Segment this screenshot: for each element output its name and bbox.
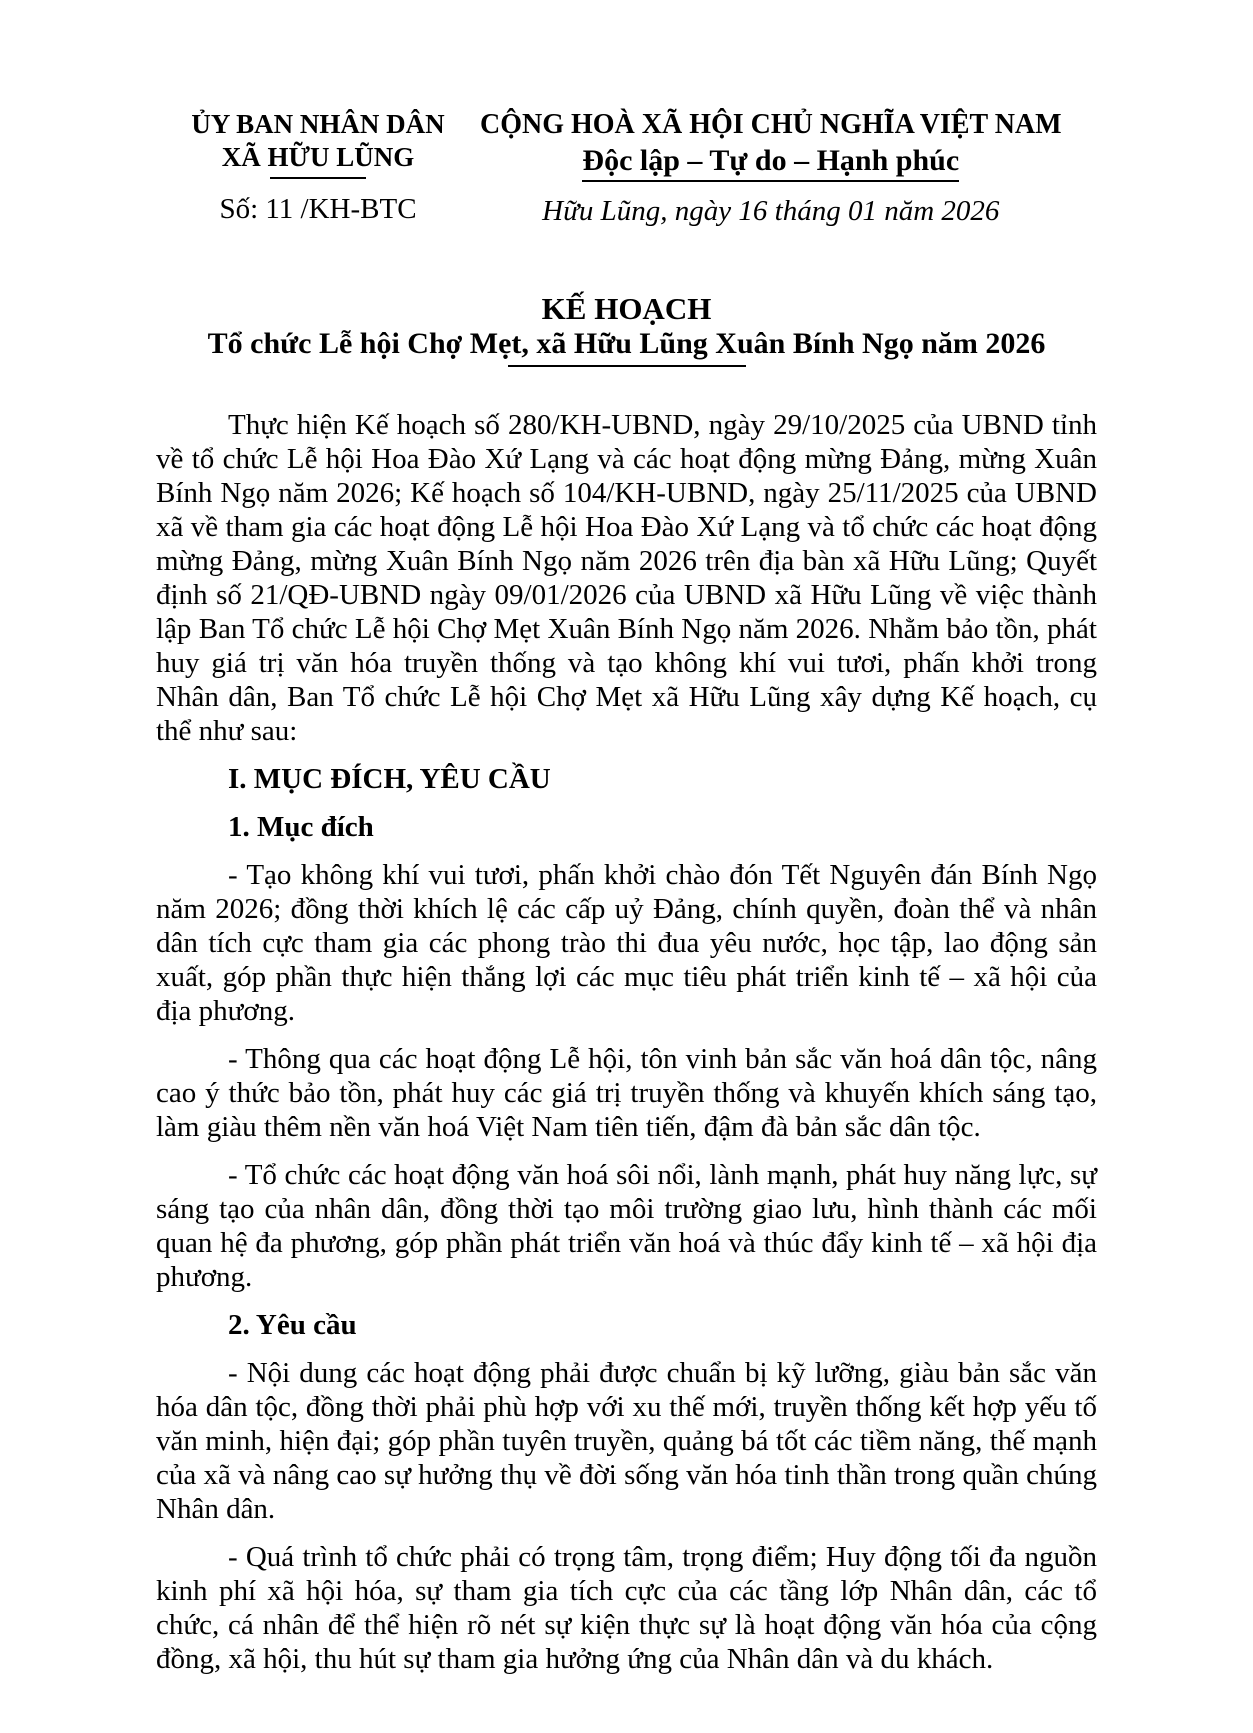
subsection-heading-purpose: 1. Mục đích xyxy=(228,811,374,843)
issuer-block xyxy=(156,108,480,228)
place-and-date: Hữu Lũng, ngày 16 tháng 01 năm 2026 xyxy=(542,195,1000,227)
national-motto: Độc lập – Tự do – Hạnh phúc xyxy=(582,144,959,182)
issuer-underline xyxy=(270,177,366,179)
purpose-paragraph-2: - Thông qua các hoạt động Lễ hội, tôn vinh bản sắc văn hoá dân tộc, nâng cao ý thức bảo tồn, phát huy các giá trị truyền thống và khuyến khích sáng tạo, làm giàu thêm nền văn hoá Việt Nam tiên tiến, đậm đà bản sắc dân tộc. xyxy=(156,1043,1097,1143)
purpose-paragraph-3: - Tổ chức các hoạt động văn hoá sôi nổi, lành mạnh, phát huy năng lực, sự sáng tạo của nhân dân, đồng thời tạo môi trường giao lưu, hình thành các mối quan hệ đa phương, góp phần phát triển văn hoá và thúc đẩy kinh tế – xã hội địa phương. xyxy=(156,1159,1097,1293)
issuer-unit-name: XÃ HỮU LŨNG xyxy=(221,142,415,172)
document-number: Số: 11 /KH-BTC xyxy=(219,193,417,225)
issuer-name: ỦY BAN NHÂN DÂN xyxy=(191,109,445,139)
subsection-heading-requirements: 2. Yêu cầu xyxy=(228,1309,357,1341)
document-title-block xyxy=(0,292,1253,367)
national-header-block xyxy=(480,108,1158,228)
title-underline xyxy=(508,365,746,367)
national-motto-wrap xyxy=(480,144,1062,182)
document-subject-title: Tổ chức Lễ hội Chợ Mẹt, xã Hữu Lũng Xuân Bính Ngọ năm 2026 xyxy=(207,327,1046,360)
national-name: CỘNG HOÀ XÃ HỘI CHỦ NGHĨA VIỆT NAM xyxy=(480,109,1062,140)
document-type-title: KẾ HOẠCH xyxy=(541,291,712,326)
requirement-paragraph-1: - Nội dung các hoạt động phải được chuẩn bị kỹ lưỡng, giàu bản sắc văn hóa dân tộc, đồng thời phải phù hợp với xu thế mới, truyền thống kết hợp yếu tố văn minh, hiện đại; góp phần tuyên truyền, quảng bá tốt các tiềm năng, thế mạnh của xã và nâng cao sự hưởng thụ về đời sống văn hóa tinh thần trong quần chúng Nhân dân. xyxy=(156,1357,1097,1525)
document-header xyxy=(156,0,1097,228)
purpose-paragraph-1: - Tạo không khí vui tươi, phấn khởi chào đón Tết Nguyên đán Bính Ngọ năm 2026; đồng thời khích lệ các cấp uỷ Đảng, chính quyền, đoàn thể và nhân dân tích cực tham gia các phong trào thi đua yêu nước, học tập, lao động sản xuất, góp phần thực hiện thắng lợi các mục tiêu phát triển kinh tế – xã hội của địa phương. xyxy=(156,859,1097,1027)
document-body xyxy=(156,408,1097,1676)
intro-paragraph: Thực hiện Kế hoạch số 280/KH-UBND, ngày 29/10/2025 của UBND tỉnh về tổ chức Lễ hội Hoa Đào Xứ Lạng và các hoạt động mừng Đảng, mừng Xuân Bính Ngọ năm 2026; Kế hoạch số 104/KH-UBND, ngày 25/11/2025 của UBND xã về tham gia các hoạt động Lễ hội Hoa Đào Xứ Lạng và tổ chức các hoạt động mừng Đảng, mừng Xuân Bính Ngọ năm 2026 trên địa bàn xã Hữu Lũng; Quyết định số 21/QĐ-UBND ngày 09/01/2026 của UBND xã Hữu Lũng về việc thành lập Ban Tổ chức Lễ hội Chợ Mẹt Xuân Bính Ngọ năm 2026. Nhằm bảo tồn, phát huy giá trị văn hóa truyền thống và tạo không khí vui tươi, phấn khởi trong Nhân dân, Ban Tổ chức Lễ hội Chợ Mẹt xã Hữu Lũng xây dựng Kế hoạch, cụ thể như sau: xyxy=(156,409,1097,747)
section-heading-purpose-requirements: I. MỤC ĐÍCH, YÊU CẦU xyxy=(228,763,551,795)
requirement-paragraph-2: - Quá trình tổ chức phải có trọng tâm, trọng điểm; Huy động tối đa nguồn kinh phí xã hội hóa, sự tham gia tích cực của các tầng lớp Nhân dân, các tổ chức, cá nhân để thể hiện rõ nét sự kiện thực sự là hoạt động văn hóa của cộng đồng, xã hội, thu hút sự tham gia hưởng ứng của Nhân dân và du khách. xyxy=(156,1541,1097,1675)
